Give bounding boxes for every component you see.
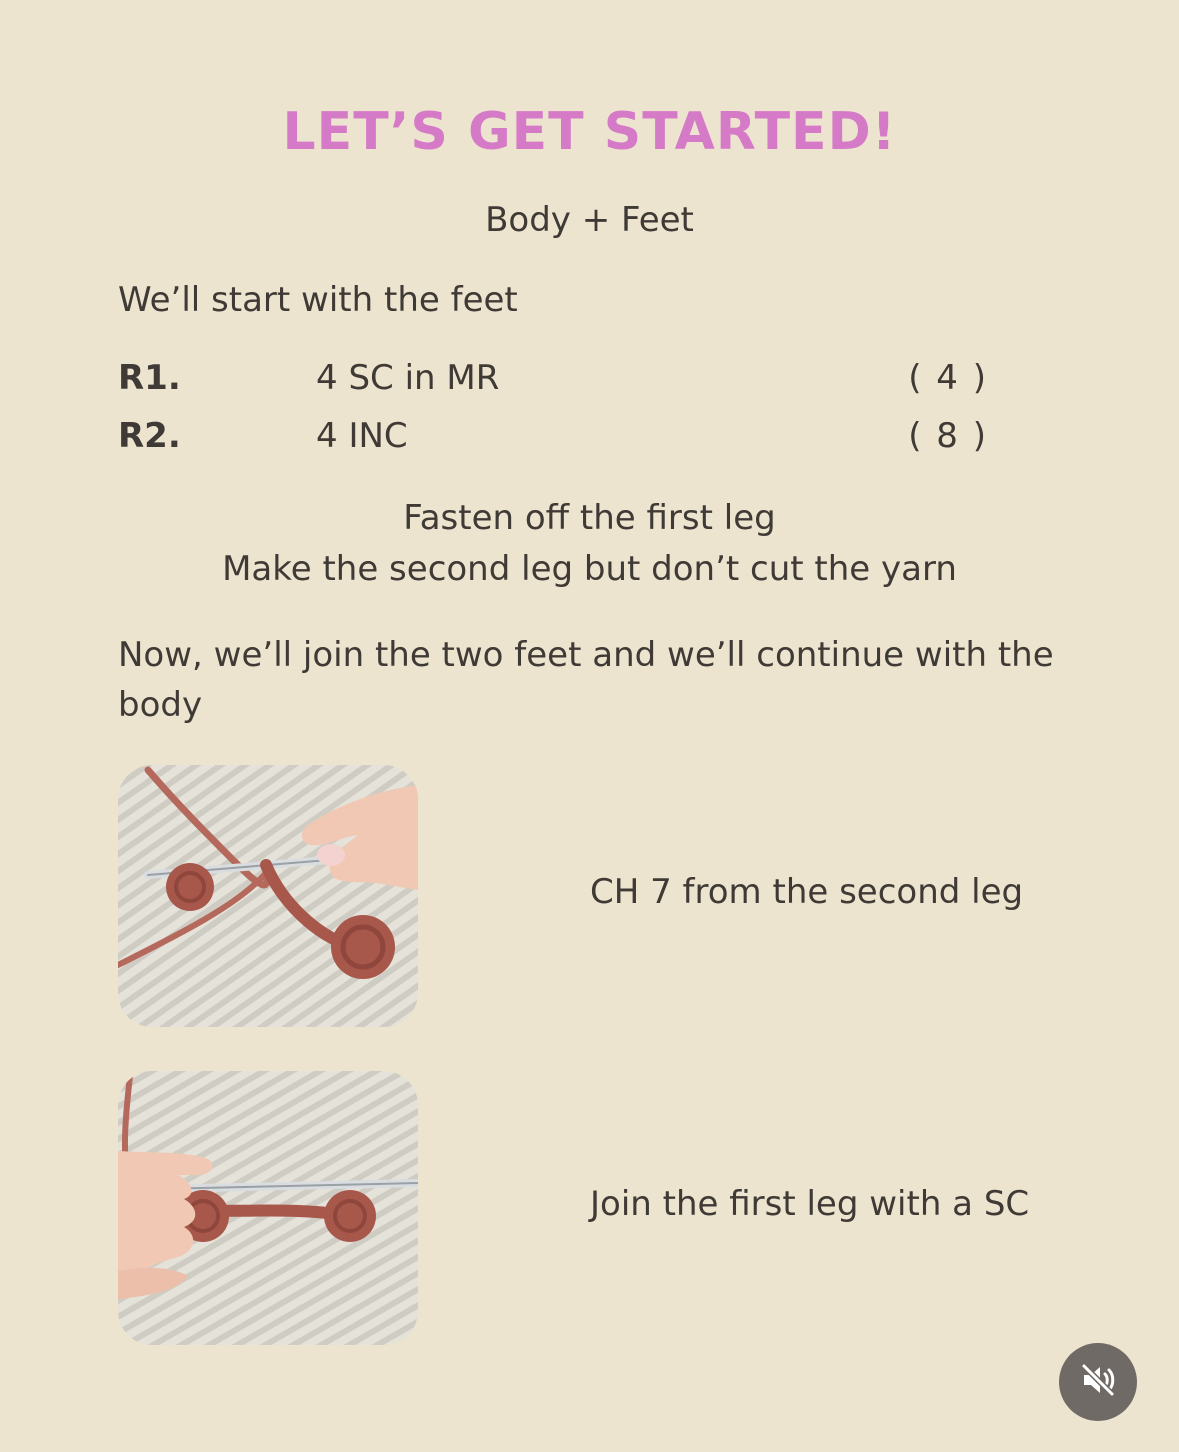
round-number: R1. <box>118 358 181 398</box>
round-stitch-count: ( 4 ) <box>908 358 988 398</box>
intro-text: We’ll start with the feet <box>118 280 518 320</box>
round-stitch-count: ( 8 ) <box>908 416 988 456</box>
step-caption-chain: CH 7 from the second leg <box>590 872 1024 912</box>
note-fasten-off: Fasten off the first leg <box>403 498 776 538</box>
step-photo-join <box>118 1071 418 1345</box>
round-number: R2. <box>118 416 181 456</box>
round-row <box>118 416 988 464</box>
step-photo-chain <box>118 765 418 1027</box>
note-second-leg: Make the second leg but don’t cut the yarn <box>222 549 957 589</box>
page-title: LET’S GET STARTED! <box>282 102 897 162</box>
round-row <box>118 358 988 406</box>
join-paragraph: Now, we’ll join the two feet and we’ll continue with the body <box>118 635 1054 725</box>
round-instruction: 4 SC in MR <box>316 358 500 398</box>
step-caption-join: Join the first leg with a SC <box>590 1184 1030 1224</box>
round-instruction: 4 INC <box>316 416 408 456</box>
mute-button[interactable] <box>1059 1343 1137 1421</box>
speaker-muted-icon <box>1078 1360 1118 1404</box>
section-subtitle: Body + Feet <box>485 200 694 240</box>
